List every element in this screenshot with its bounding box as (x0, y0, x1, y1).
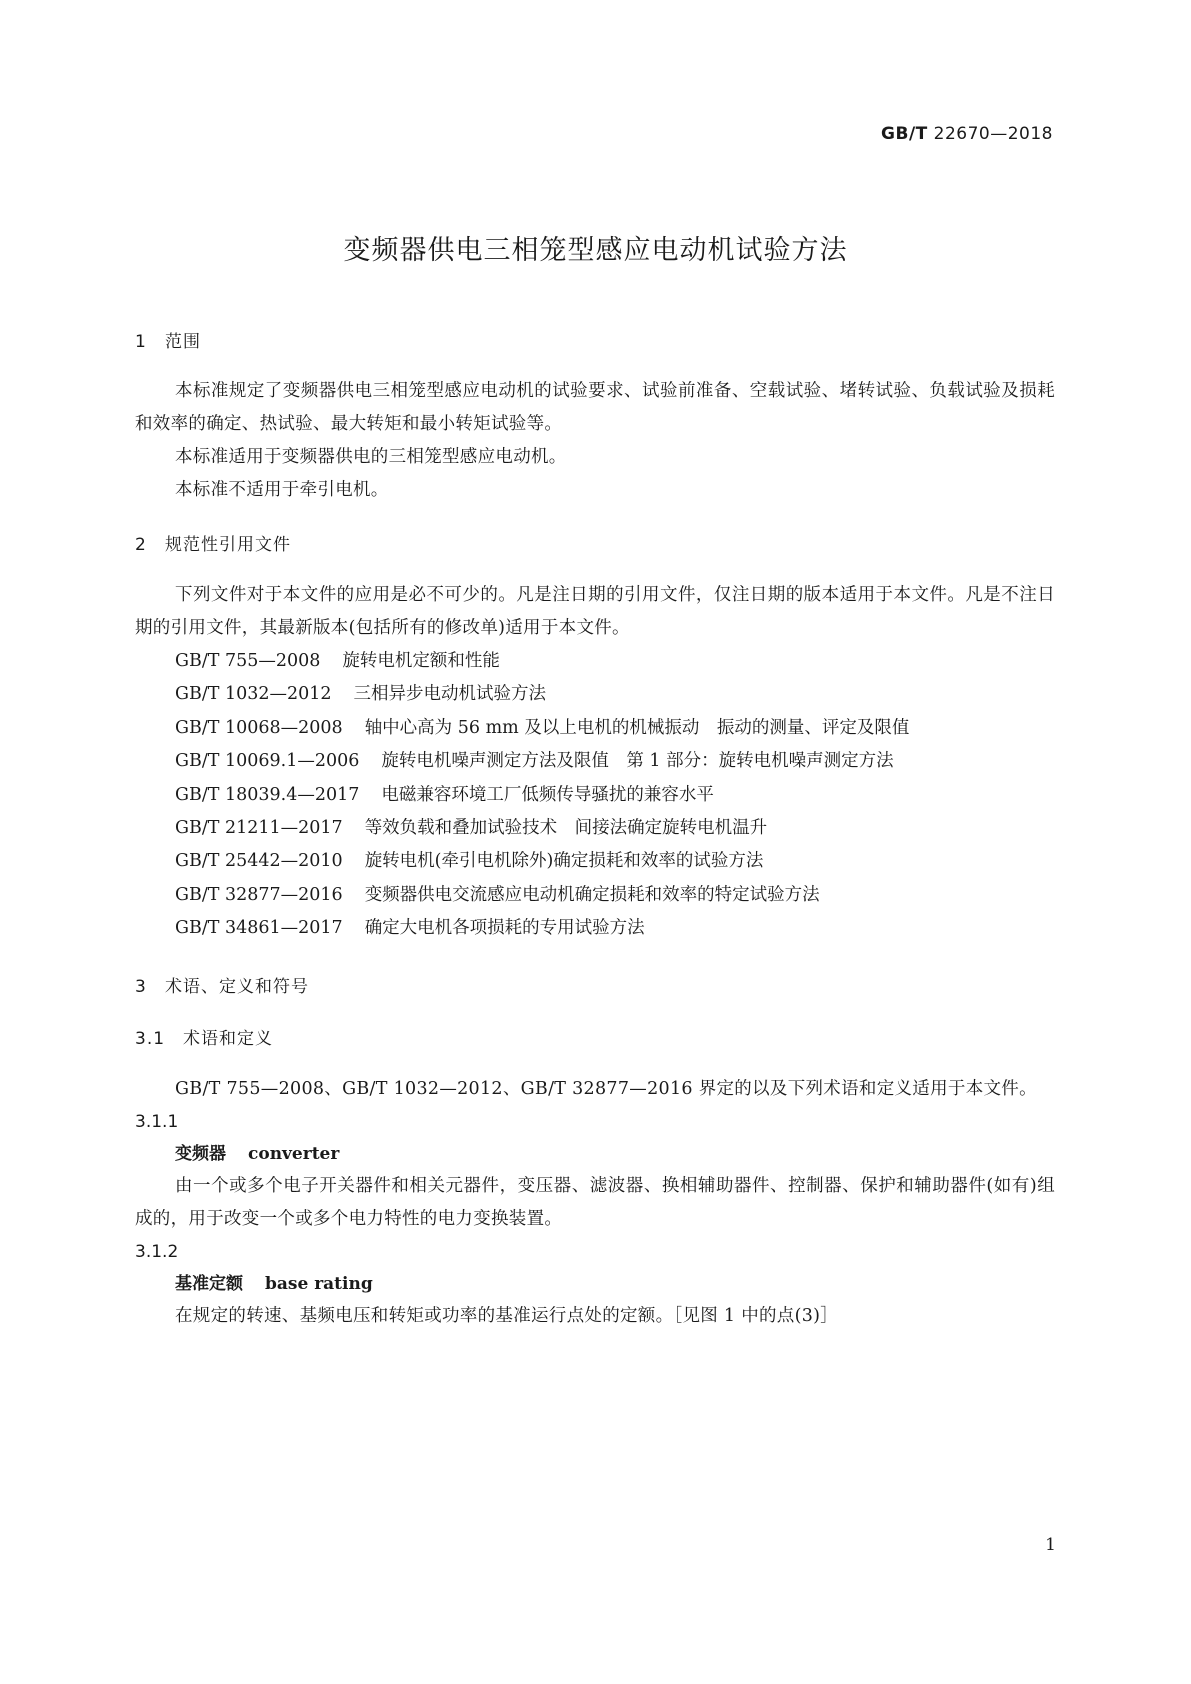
section-1-heading (135, 330, 1055, 354)
reference-title: 旋转电机定额和性能 (342, 651, 500, 671)
reference-item (135, 712, 1055, 745)
reference-item (135, 779, 1055, 812)
reference-code: GB/T 32877—2016 (175, 884, 343, 905)
term-heading (135, 1138, 1055, 1170)
section-title: 范围 (165, 332, 201, 352)
reference-item (135, 678, 1055, 711)
section-title: 规范性引用文件 (165, 535, 291, 555)
reference-title: 轴中心高为 56 mm 及以上电机的机械振动 振动的测量、评定及限值 (364, 717, 910, 738)
reference-code: GB/T 21211—2017 (175, 818, 343, 839)
reference-code: GB/T 1032—2012 (175, 684, 332, 705)
section-number: 3 (135, 976, 147, 997)
term-en: base rating (265, 1273, 373, 1294)
subsection-3-1-heading (135, 1027, 1055, 1051)
section-title: 术语、定义和符号 (165, 976, 309, 997)
subsection-number: 3.1 (135, 1028, 166, 1049)
reference-item (135, 812, 1055, 845)
section-2-heading (135, 533, 1055, 557)
term-definition: 在规定的转速、基频电压和转矩或功率的基准运行点处的定额。［见图 1 中的点(3)］ (175, 1305, 839, 1326)
reference-title: 确定大电机各项损耗的专用试验方法 (364, 918, 645, 939)
reference-code: GB/T 18039.4—2017 (175, 784, 360, 805)
reference-code: GB/T 10068—2008 (175, 717, 343, 738)
standard-code (881, 124, 1053, 144)
paragraph: 本标准规定了变频器供电三相笼型感应电动机的试验要求、试验前准备、空载试验、堵转试验、负载试验及损耗和效率的确定、热试验、最大转矩和最小转矩试验等。 (135, 381, 1055, 434)
section-number: 2 (135, 535, 147, 555)
reference-item (135, 912, 1055, 945)
term-number: 3.1.2 (135, 1241, 179, 1262)
reference-list (135, 645, 1055, 946)
page-number: 1 (1045, 1535, 1056, 1555)
section-number: 1 (135, 332, 147, 352)
section-3-heading (135, 975, 1055, 999)
paragraph: 下列文件对于本文件的应用是必不可少的。凡是注日期的引用文件，仅注日期的版本适用于本文件。凡是不注日期的引用文件，其最新版本(包括所有的修改单)适用于本文件。 (135, 585, 1055, 638)
reference-title: 变频器供电交流感应电动机确定损耗和效率的特定试验方法 (364, 884, 820, 905)
reference-title: 旋转电机噪声测定方法及限值 第 1 部分：旋转电机噪声测定方法 (381, 751, 894, 772)
term-definition: 由一个或多个电子开关器件和相关元器件，变压器、滤波器、换相辅助器件、控制器、保护和辅助器件(如有)组成的，用于改变一个或多个电力特性的电力变换装置。 (135, 1175, 1055, 1229)
term-heading (135, 1268, 1055, 1300)
reference-title: 电磁兼容环境工厂低频传导骚扰的兼容水平 (381, 784, 714, 805)
reference-code: GB/T 10069.1—2006 (175, 751, 360, 772)
standard-number: 22670—2018 (933, 124, 1053, 144)
term-en: converter (248, 1143, 340, 1164)
term-entry (135, 1236, 1055, 1333)
paragraph: 本标准适用于变频器供电的三相笼型感应电动机。 (175, 447, 567, 467)
paragraph: GB/T 755—2008、GB/T 1032—2012、GB/T 32877—2016 界定的以及下列术语和定义适用于本文件。 (175, 1078, 1037, 1099)
reference-item (135, 879, 1055, 912)
reference-title: 旋转电机(牵引电机除外)确定损耗和效率的试验方法 (364, 851, 764, 872)
reference-item (135, 645, 1055, 678)
reference-title: 三相异步电动机试验方法 (353, 684, 547, 705)
standard-prefix: GB/T (881, 124, 928, 144)
term-number: 3.1.1 (135, 1111, 179, 1132)
reference-item (135, 745, 1055, 778)
paragraph: 本标准不适用于牵引电机。 (175, 480, 389, 500)
reference-code: GB/T 25442—2010 (175, 851, 343, 872)
subsection-title: 术语和定义 (183, 1028, 273, 1049)
term-entry (135, 1106, 1055, 1236)
reference-item (135, 845, 1055, 878)
reference-code: GB/T 755—2008 (175, 651, 321, 671)
document-title: 变频器供电三相笼型感应电动机试验方法 (343, 235, 848, 266)
reference-title: 等效负载和叠加试验技术 间接法确定旋转电机温升 (364, 818, 768, 839)
term-zh: 变频器 (175, 1143, 226, 1164)
term-zh: 基准定额 (175, 1273, 243, 1294)
document-body (135, 330, 1055, 1333)
reference-code: GB/T 34861—2017 (175, 918, 343, 939)
